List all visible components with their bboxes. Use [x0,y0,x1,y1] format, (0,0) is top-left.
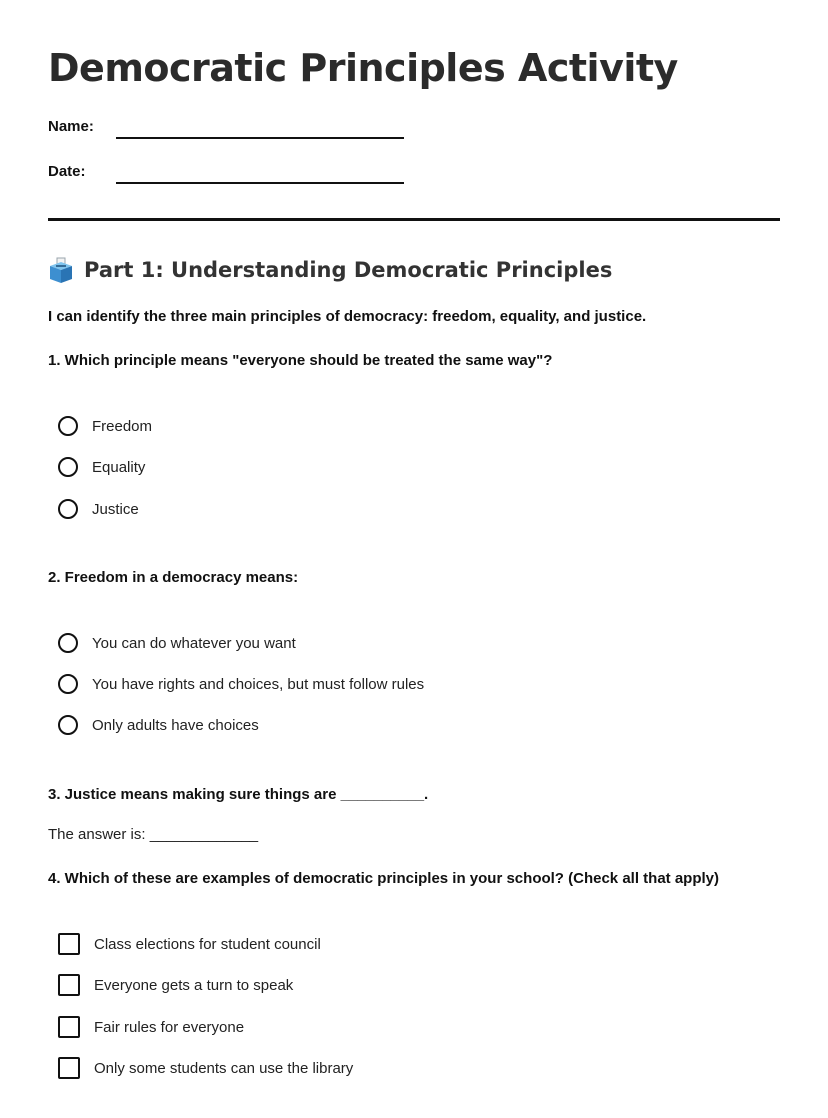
name-field[interactable] [116,137,404,139]
radio-button[interactable] [58,416,78,436]
radio-button[interactable] [58,674,78,694]
ballot-box-icon [48,256,74,284]
radio-button[interactable] [58,715,78,735]
q2-option-2[interactable] [58,671,424,697]
option-label: Fair rules for everyone [94,1018,245,1036]
radio-button[interactable] [58,457,78,477]
question-2: 2. Freedom in a democracy means: [48,569,299,586]
checkbox[interactable] [58,974,80,996]
part1-heading-text: Part 1: Understanding Democratic Principles [84,258,613,282]
option-label: Justice [92,500,139,518]
option-label: Freedom [92,417,153,435]
option-label: You can do whatever you want [92,634,296,652]
checkbox[interactable] [58,1016,80,1038]
checkbox[interactable] [58,933,80,955]
q1-option-equality[interactable] [58,454,145,480]
q4-option-2[interactable] [58,972,293,998]
option-label: Only adults have choices [92,716,259,734]
option-label: You have rights and choices, but must follow rules [92,675,425,693]
q4-option-1[interactable] [58,931,321,957]
page-title: Democratic Principles Activity [48,46,678,90]
option-label: Everyone gets a turn to speak [94,976,294,994]
learning-objective: I can identify the three main principles of democracy: freedom, equality, and justice. [48,308,647,325]
radio-button[interactable] [58,499,78,519]
q4-option-3[interactable] [58,1014,244,1040]
part1-heading [48,256,612,284]
q4-option-4[interactable] [58,1055,353,1081]
q1-option-freedom[interactable] [58,413,152,439]
question-1: 1. Which principle means "everyone should be treated the same way"? [48,352,553,369]
radio-button[interactable] [58,633,78,653]
q1-option-justice[interactable] [58,496,139,522]
header-divider [48,218,780,221]
q2-option-1[interactable] [58,630,296,656]
option-label: Equality [92,458,146,476]
name-label: Name: [48,118,94,135]
question-4: 4. Which of these are examples of democratic principles in your school? (Check all that apply) [48,870,720,887]
question-3: 3. Justice means making sure things are __________. [48,786,429,803]
checkbox[interactable] [58,1057,80,1079]
date-field[interactable] [116,182,404,184]
option-label: Only some students can use the library [94,1059,354,1077]
answer-blank[interactable]: The answer is: _____________ [48,826,259,843]
q2-option-3[interactable] [58,712,259,738]
option-label: Class elections for student council [94,935,321,953]
date-label: Date: [48,163,86,180]
